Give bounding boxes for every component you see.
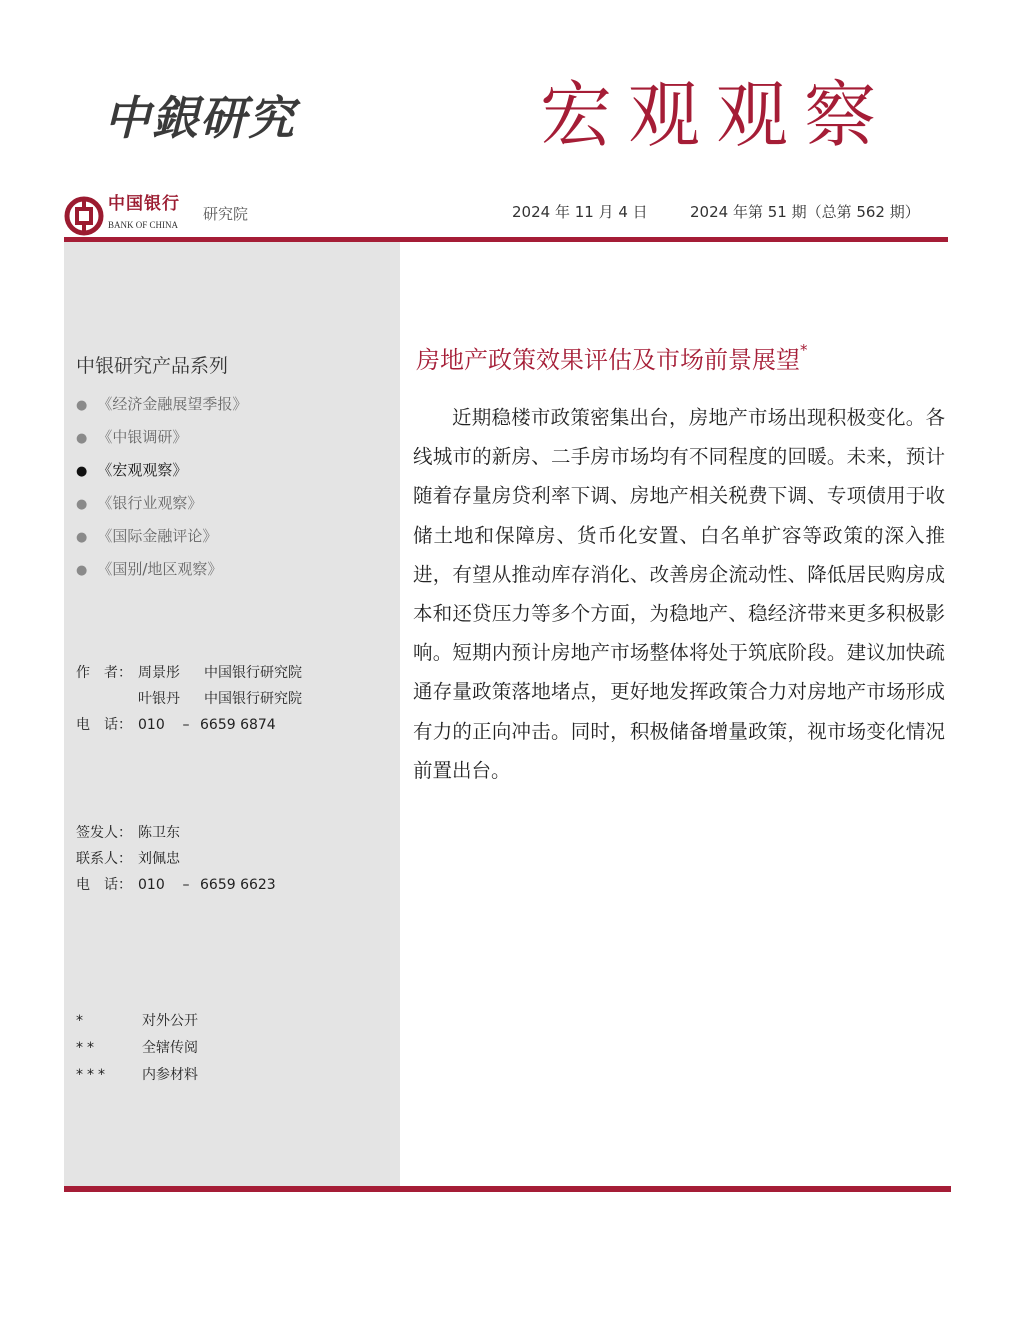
phone-area-code: 010 — [138, 877, 165, 893]
signer-name: 陈卫东 — [138, 825, 180, 841]
product-label: 《中银调研》 — [97, 428, 188, 446]
bullet-icon: ● — [76, 530, 88, 545]
article-title-text: 房地产政策效果评估及市场前景展望 — [416, 346, 800, 374]
article-title — [416, 340, 808, 380]
phone-number: 6659 6623 — [200, 877, 276, 893]
footer-divider — [64, 1186, 951, 1192]
product-item — [76, 557, 247, 590]
author-name: 叶银丹 — [138, 691, 180, 707]
distribution-label: 全辖传阅 — [142, 1040, 198, 1056]
contact-row — [76, 846, 276, 872]
article-title-mark: * — [800, 341, 808, 359]
product-list — [76, 392, 247, 590]
bank-name-cn: 中国银行 — [108, 194, 180, 214]
brand-script-logo: 中銀研究 — [104, 91, 296, 145]
distribution-stars: * — [76, 1013, 87, 1029]
product-item — [76, 491, 247, 524]
signer-label: 签发人： — [76, 825, 132, 841]
product-item-active — [76, 458, 247, 491]
distribution-row — [76, 1035, 198, 1062]
product-series-heading: 中银研究产品系列 — [76, 355, 229, 377]
author-row — [76, 660, 302, 686]
distribution-stars: *** — [76, 1067, 109, 1083]
author-row — [76, 686, 302, 712]
product-item — [76, 524, 247, 557]
distribution-row — [76, 1008, 198, 1035]
distribution-label: 对外公开 — [142, 1013, 198, 1029]
institute-label: 研究院 — [203, 205, 249, 223]
author-phone-row — [76, 712, 302, 738]
product-label: 《经济金融展望季报》 — [97, 395, 248, 413]
issue-number: 2024 年第 51 期（总第 562 期） — [690, 203, 920, 221]
bullet-icon: ● — [76, 464, 88, 479]
product-label: 《国际金融评论》 — [97, 527, 218, 545]
product-label: 《银行业观察》 — [97, 494, 203, 512]
phone-label: 电 话： — [76, 877, 132, 893]
bullet-icon: ● — [76, 398, 88, 413]
phone-area-code: 010 — [138, 717, 165, 733]
author-block — [76, 660, 302, 738]
distribution-label: 内参材料 — [142, 1067, 198, 1083]
bullet-icon: ● — [76, 497, 88, 512]
article-abstract: 近期稳楼市政策密集出台，房地产市场出现积极变化。各线城市的新房、二手房市场均有不同程度的回暖。未来，预计随着存量房贷利率下调、房地产相关税费下调、专项债用于收储土地和保障房、货币化安置、白名单扩容等政策的深入推进，有望从推动库存消化、改善房企流动性、降低居民购房成本和还贷压力等多个方面，为稳地产、稳经济带来更多积极影响。短期内预计房地产市场整体将处于筑底阶段。建议加快疏通存量政策落地堵点，更好地发挥政策合力对房地产市场形成有力的正向冲击。同时，积极储备增量政策，视市场变化情况前置出台。 — [413, 406, 945, 782]
bank-of-china-logo-icon — [64, 196, 104, 236]
phone-label: 电 话： — [76, 717, 132, 733]
author-name: 周景彤 — [138, 665, 180, 681]
series-title: 宏观观察 — [540, 73, 893, 157]
author-org: 中国银行研究院 — [204, 665, 302, 681]
signer-row — [76, 820, 276, 846]
author-label: 作 者： — [76, 665, 132, 681]
phone-dash: – — [182, 877, 190, 893]
signer-block — [76, 820, 276, 898]
product-item — [76, 392, 247, 425]
bullet-icon: ● — [76, 431, 88, 446]
contact-label: 联系人： — [76, 851, 132, 867]
product-label: 《国别/地区观察》 — [97, 560, 223, 578]
product-label: 《宏观观察》 — [97, 461, 188, 479]
distribution-legend — [76, 1008, 198, 1089]
distribution-stars: ** — [76, 1040, 98, 1056]
phone-dash: – — [182, 717, 190, 733]
author-org: 中国银行研究院 — [204, 691, 302, 707]
contact-name: 刘佩忠 — [138, 851, 180, 867]
distribution-row — [76, 1062, 198, 1089]
product-item — [76, 425, 247, 458]
issue-date: 2024 年 11 月 4 日 — [512, 203, 648, 221]
bank-name-en: BANK OF CHINA — [108, 220, 179, 230]
bullet-icon: ● — [76, 563, 88, 578]
signer-phone-row — [76, 872, 276, 898]
phone-number: 6659 6874 — [200, 717, 276, 733]
